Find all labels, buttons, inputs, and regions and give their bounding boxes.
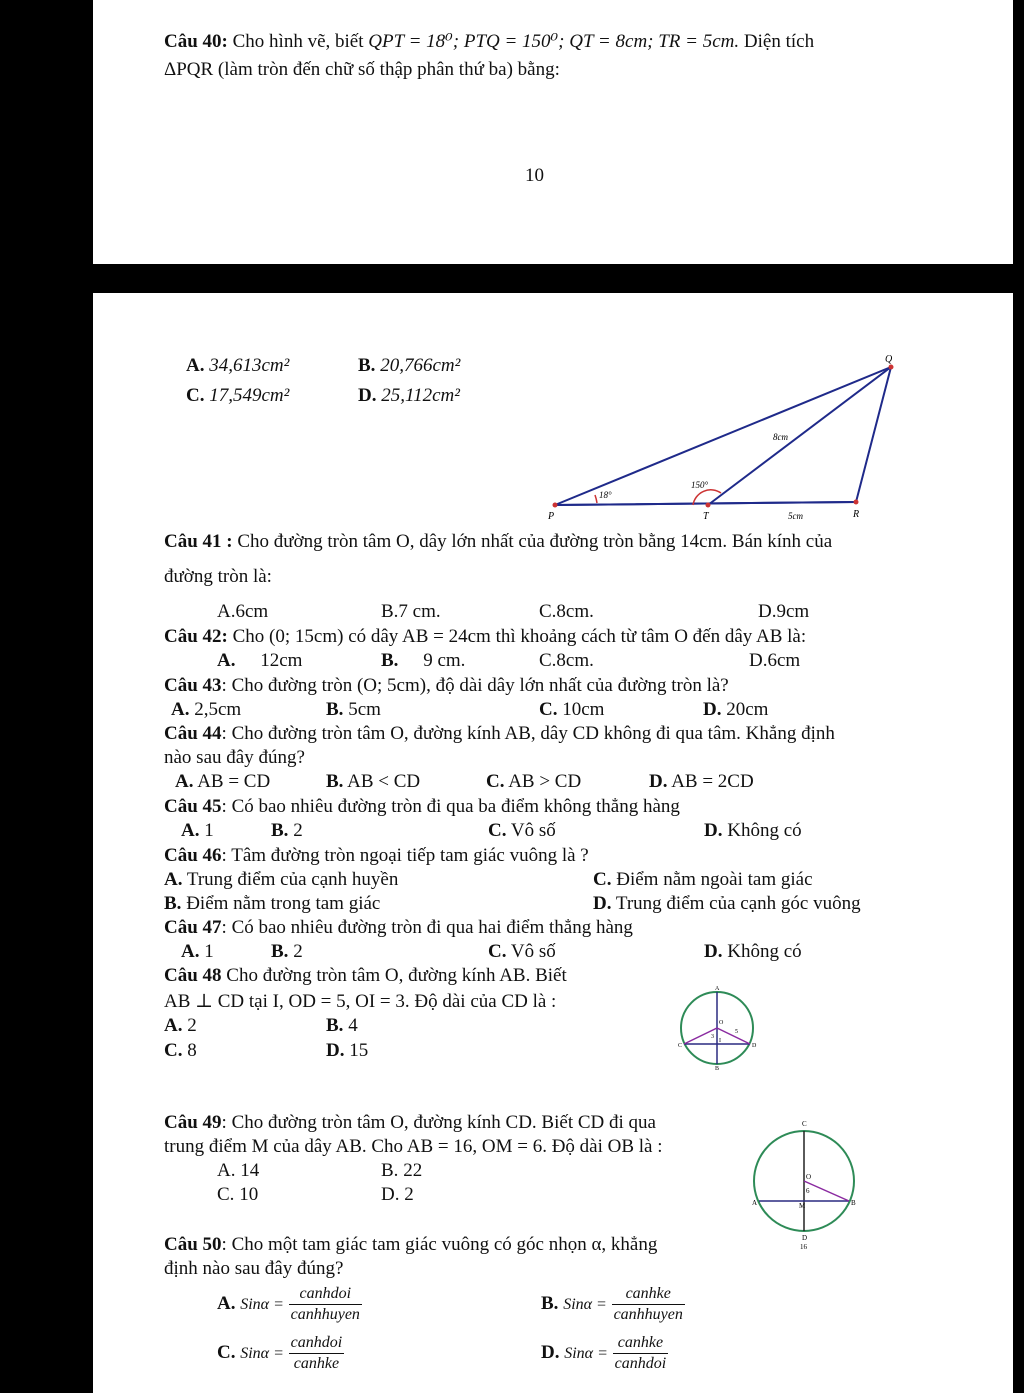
- fraction-numerator: canhdoi: [289, 1284, 362, 1305]
- label-a: A: [715, 986, 720, 992]
- q44-option-a: [175, 771, 270, 793]
- q44-option-b-value: AB < CD: [347, 771, 421, 792]
- q46-option-a-key: A.: [164, 869, 183, 890]
- q44-option-c: [486, 771, 581, 793]
- q46-option-d-value: Trung điểm của cạnh góc vuông: [615, 893, 861, 914]
- q49-option-d-key: D.: [381, 1184, 400, 1205]
- q47-option-c-key: C.: [488, 941, 507, 962]
- q40-label: Câu 40:: [164, 31, 228, 52]
- q49-option-b-value: 22: [403, 1160, 423, 1181]
- q40-given: QPT = 18⁰; PTQ = 150⁰; QT = 8cm; TR = 5cm.: [368, 31, 740, 52]
- q43-option-a: [171, 699, 241, 721]
- q44-option-a-key: A.: [175, 771, 194, 792]
- q43-option-d-value: 20cm: [726, 699, 769, 720]
- q42-option-a-value: 12cm: [260, 650, 303, 671]
- point-q: [889, 365, 894, 370]
- q50-option-a: [217, 1283, 362, 1326]
- q50-option-d-lhs: Sinα =: [564, 1345, 608, 1362]
- q46-option-c-value: Điểm nằm ngoài tam giác: [616, 869, 813, 890]
- document-page-main: [93, 293, 1013, 1393]
- q50-option-c: [217, 1332, 344, 1375]
- q46-option-a-value: Trung điểm của cạnh huyền: [186, 869, 399, 890]
- q50-option-c-lhs: Sinα =: [240, 1345, 284, 1362]
- q47-option-b-key: B.: [271, 941, 289, 962]
- point-r: [854, 500, 859, 505]
- q50-option-d: [541, 1332, 668, 1375]
- q44-option-b-key: B.: [326, 771, 344, 792]
- q44-option-a-value: AB = CD: [197, 771, 271, 792]
- label-q: Q: [885, 354, 893, 365]
- q48-option-d: [326, 1040, 368, 1062]
- label-distance: 3: [711, 1034, 714, 1040]
- q43-option-c: [539, 699, 604, 721]
- q40-text: Cho hình vẽ, biết: [232, 31, 364, 52]
- q41-option-d: D.9cm: [758, 601, 810, 622]
- label-a: A: [752, 1199, 758, 1207]
- q45-option-c-value: Vô số: [510, 820, 556, 841]
- q46-option-d-key: D.: [593, 893, 612, 914]
- q40-option-c: [186, 385, 289, 407]
- q44-option-c-key: C.: [486, 771, 505, 792]
- q48-option-b-key: B.: [326, 1015, 344, 1036]
- q42-option-c: C.8cm.: [539, 650, 594, 671]
- q41-text: Cho đường tròn tâm O, dây lớn nhất của đường tròn bằng 14cm. Bán kính của: [237, 531, 833, 552]
- fraction-numerator: canhke: [613, 1333, 669, 1354]
- q50-label: Câu 50: [164, 1234, 222, 1255]
- q45-option-a: [181, 820, 214, 842]
- q50-option-c-fraction: [289, 1333, 345, 1374]
- q48-text: Cho đường tròn tâm O, đường kính AB. Biết: [226, 965, 567, 986]
- document-page-top: [93, 0, 1013, 264]
- label-b: B: [851, 1199, 856, 1207]
- q46-option-d: [593, 893, 861, 915]
- q43-option-d: [703, 699, 768, 721]
- q47-line1: [164, 917, 633, 939]
- q49-line1: [164, 1112, 656, 1134]
- q40-line2: ΔPQR (làm tròn đến chữ số thập phân thứ ba) bằng:: [164, 59, 560, 80]
- q40-option-a: [186, 355, 289, 377]
- q45-option-d-value: Không có: [727, 820, 802, 841]
- q43-option-c-key: C.: [539, 699, 558, 720]
- fraction-denominator: canhdoi: [614, 1355, 667, 1373]
- q50-option-b-key: B.: [541, 1293, 559, 1314]
- q48-option-d-key: D.: [326, 1040, 345, 1061]
- q50-option-b: [541, 1283, 685, 1326]
- q43-option-a-value: 2,5cm: [194, 699, 242, 720]
- q50-option-b-lhs: Sinα =: [563, 1296, 607, 1313]
- q43-option-b: [326, 699, 381, 721]
- q40-option-d: [358, 385, 460, 407]
- q49-option-b: [381, 1160, 422, 1182]
- q46-line1: [164, 845, 589, 867]
- point-p: [553, 503, 558, 508]
- q42-line1: [164, 626, 806, 648]
- q47-option-b: [271, 941, 303, 963]
- q45-option-b-value: 2: [293, 820, 303, 841]
- q40-option-d-value: 25,112cm²: [381, 385, 460, 406]
- q48-option-c: [164, 1040, 197, 1062]
- label-qt: 8cm: [773, 432, 788, 442]
- q48-label: Câu 48: [164, 965, 222, 986]
- q44-option-d-value: AB = 2CD: [671, 771, 754, 792]
- q41-line2: đường tròn là:: [164, 566, 272, 587]
- q46-text: : Tâm đường tròn ngoại tiếp tam giác vuông là ?: [221, 845, 589, 866]
- q49-option-c-key: C.: [217, 1184, 235, 1205]
- q48-line1: [164, 965, 567, 987]
- q50-option-b-fraction: [612, 1284, 685, 1325]
- fraction-denominator: canhhuyen: [290, 1306, 360, 1324]
- q47-option-a-value: 1: [204, 941, 214, 962]
- q40-option-b-value: 20,766cm²: [380, 355, 461, 376]
- q40-option-c-value: 17,549cm²: [209, 385, 290, 406]
- q46-option-b: [164, 893, 380, 915]
- q48-option-d-value: 15: [349, 1040, 369, 1061]
- q42-option-b-value: 9 cm.: [423, 650, 466, 671]
- label-r: R: [853, 509, 860, 520]
- q48-option-a-key: A.: [164, 1015, 183, 1036]
- fraction-denominator: canhhuyen: [613, 1306, 683, 1324]
- q46-option-c-key: C.: [593, 869, 612, 890]
- q50-option-d-key: D.: [541, 1342, 560, 1363]
- q42-option-b-key: B.: [381, 650, 399, 671]
- q44-label: Câu 44: [164, 723, 222, 744]
- q40-triangle-figure: [543, 355, 903, 525]
- label-o: O: [806, 1173, 812, 1181]
- label-ab: 16: [800, 1243, 807, 1251]
- q41-line1: [164, 531, 832, 553]
- q48-option-b-value: 4: [348, 1015, 358, 1036]
- q49-option-d-value: 2: [404, 1184, 414, 1205]
- q47-label: Câu 47: [164, 917, 222, 938]
- page-number: 10: [525, 165, 544, 186]
- q45-option-d: [704, 820, 802, 842]
- fraction-numerator: canhke: [612, 1284, 685, 1305]
- q40-text2: Diện tích: [743, 31, 815, 52]
- q43-option-a-key: A.: [171, 699, 190, 720]
- q42-text: Cho (0; 15cm) có dây AB = 24cm thì khoảng cách từ tâm O đến dây AB là:: [232, 626, 807, 647]
- q50-text: : Cho một tam giác tam giác vuông có góc nhọn α, khẳng: [221, 1234, 658, 1255]
- q50-option-c-key: C.: [217, 1342, 236, 1363]
- q45-text: : Có bao nhiêu đường tròn đi qua ba điểm không thẳng hàng: [221, 796, 680, 817]
- label-angle-p: 18°: [599, 490, 612, 500]
- q49-circle-figure: [749, 1116, 859, 1256]
- q45-option-a-key: A.: [181, 820, 200, 841]
- q40-option-a-value: 34,613cm²: [209, 355, 290, 376]
- label-b: B: [715, 1066, 720, 1072]
- q49-label: Câu 49: [164, 1112, 222, 1133]
- q45-option-c-key: C.: [488, 820, 507, 841]
- label-i: I: [719, 1038, 721, 1044]
- q48-option-c-value: 8: [187, 1040, 197, 1061]
- q42-option-b: [381, 650, 465, 672]
- q49-option-a-value: 14: [240, 1160, 260, 1181]
- q40-option-d-key: D.: [358, 385, 377, 406]
- label-tr: 5cm: [788, 511, 803, 521]
- label-p: P: [548, 511, 555, 522]
- q45-option-d-key: D.: [704, 820, 723, 841]
- q48-option-a: [164, 1015, 197, 1037]
- fraction-denominator: canhke: [293, 1355, 340, 1373]
- segment-qt: [708, 367, 891, 505]
- segment-ob: [804, 1181, 849, 1201]
- q44-option-d-key: D.: [649, 771, 668, 792]
- q42-option-a-key: A.: [217, 650, 236, 671]
- q46-option-a: [164, 869, 398, 891]
- q47-text: : Có bao nhiêu đường tròn đi qua hai điểm thẳng hàng: [221, 917, 633, 938]
- q44-option-d: [649, 771, 754, 793]
- q49-option-c: [217, 1184, 258, 1206]
- q45-option-a-value: 1: [204, 820, 214, 841]
- q48-option-a-value: 2: [187, 1015, 197, 1036]
- q50-option-a-fraction: [289, 1284, 362, 1325]
- q49-option-a-key: A.: [217, 1160, 236, 1181]
- segment-pr: [555, 502, 856, 505]
- q46-label: Câu 46: [164, 845, 222, 866]
- q50-line2: định nào sau đây đúng?: [164, 1258, 344, 1279]
- q47-option-d-value: Không có: [727, 941, 802, 962]
- q49-option-a: [217, 1160, 259, 1182]
- q44-line2: nào sau đây đúng?: [164, 747, 305, 768]
- q50-option-a-lhs: Sinα =: [240, 1296, 284, 1313]
- q40-line1: [164, 31, 814, 53]
- label-c: C: [678, 1043, 683, 1049]
- q40-option-b: [358, 355, 460, 377]
- q47-option-a-key: A.: [181, 941, 200, 962]
- q49-text: : Cho đường tròn tâm O, đường kính CD. Biết CD đi qua: [221, 1112, 656, 1133]
- q45-option-b-key: B.: [271, 820, 289, 841]
- q44-text: : Cho đường tròn tâm O, đường kính AB, dây CD không đi qua tâm. Khẳng định: [221, 723, 835, 744]
- q43-option-c-value: 10cm: [562, 699, 605, 720]
- q44-option-c-value: AB > CD: [508, 771, 582, 792]
- q48-line2: AB ⊥ CD tại I, OD = 5, OI = 3. Độ dài của CD là :: [164, 991, 557, 1012]
- q49-option-b-key: B.: [381, 1160, 399, 1181]
- segment-od: [717, 1028, 750, 1044]
- label-radius: 5: [735, 1029, 738, 1035]
- q43-option-d-key: D.: [703, 699, 722, 720]
- q50-line1: [164, 1234, 657, 1256]
- q47-option-c: [488, 941, 556, 963]
- q41-option-c: C.8cm.: [539, 601, 594, 622]
- q43-option-b-key: B.: [326, 699, 344, 720]
- q50-option-a-key: A.: [217, 1293, 236, 1314]
- q40-option-a-key: A.: [186, 355, 205, 376]
- q47-option-d-key: D.: [704, 941, 723, 962]
- q42-label: Câu 42:: [164, 626, 228, 647]
- q46-option-b-value: Điểm nằm trong tam giác: [186, 893, 381, 914]
- q41-label: Câu 41 :: [164, 531, 233, 552]
- q44-line1: [164, 723, 835, 745]
- triangle-pqr: [555, 367, 891, 505]
- label-o: O: [719, 1020, 724, 1026]
- label-c: C: [802, 1120, 807, 1128]
- q41-option-b: B.7 cm.: [381, 601, 441, 622]
- q40-option-c-key: C.: [186, 385, 205, 406]
- q48-option-b: [326, 1015, 358, 1037]
- label-t: T: [703, 511, 709, 522]
- q42-option-d: D.6cm: [749, 650, 801, 671]
- q47-option-a: [181, 941, 214, 963]
- q49-option-c-value: 10: [239, 1184, 259, 1205]
- label-d: D: [752, 1043, 757, 1049]
- q46-option-c: [593, 869, 813, 891]
- q49-option-d: [381, 1184, 414, 1206]
- q45-label: Câu 45: [164, 796, 222, 817]
- q41-option-a: A.6cm: [217, 601, 269, 622]
- q48-option-c-key: C.: [164, 1040, 183, 1061]
- q45-option-c: [488, 820, 556, 842]
- q48-circle-figure: [677, 986, 757, 1070]
- q42-option-a: [217, 650, 302, 672]
- label-om: 6: [806, 1187, 810, 1195]
- q47-option-c-value: Vô số: [510, 941, 556, 962]
- q43-text: : Cho đường tròn (O; 5cm), độ dài dây lớn nhất của đường tròn là?: [221, 675, 729, 696]
- q43-line1: [164, 675, 729, 697]
- label-m: M: [799, 1202, 806, 1210]
- q40-option-b-key: B.: [358, 355, 376, 376]
- q50-option-d-fraction: [613, 1333, 669, 1374]
- q45-option-b: [271, 820, 303, 842]
- q43-option-b-value: 5cm: [348, 699, 381, 720]
- q46-option-b-key: B.: [164, 893, 182, 914]
- label-angle-t: 150°: [691, 480, 709, 490]
- q44-option-b: [326, 771, 420, 793]
- angle-p-arc: [595, 495, 597, 503]
- label-d: D: [802, 1234, 808, 1242]
- point-t: [706, 503, 711, 508]
- q43-label: Câu 43: [164, 675, 222, 696]
- fraction-numerator: canhdoi: [289, 1333, 345, 1354]
- q45-line1: [164, 796, 680, 818]
- q49-line2: trung điểm M của dây AB. Cho AB = 16, OM = 6. Độ dài OB là :: [164, 1136, 663, 1157]
- q47-option-d: [704, 941, 802, 963]
- q47-option-b-value: 2: [293, 941, 303, 962]
